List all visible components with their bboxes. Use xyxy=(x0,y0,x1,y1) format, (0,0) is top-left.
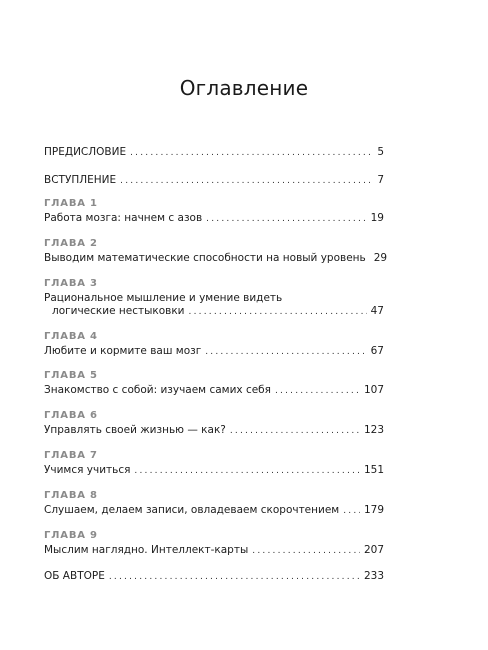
page-number: 67 xyxy=(370,345,384,357)
page-number: 207 xyxy=(363,544,384,556)
chapter-heading: ГЛАВА 1 xyxy=(44,198,98,209)
dot-leader xyxy=(205,344,366,360)
page-number: 29 xyxy=(373,252,388,264)
toc-entry-chapter-8[interactable] xyxy=(44,502,384,518)
chapter-heading: ГЛАВА 7 xyxy=(44,450,98,461)
toc-entry-chapter-9[interactable] xyxy=(44,542,384,558)
entry-label: Выводим математические способности на новый уровень xyxy=(44,252,366,264)
chapter-heading: ГЛАВА 8 xyxy=(44,490,98,501)
dot-leader xyxy=(230,423,360,439)
chapter-heading: ГЛАВА 5 xyxy=(44,370,98,381)
page-number: 123 xyxy=(363,424,384,436)
entry-label: логические нестыковки xyxy=(52,305,185,317)
page-number: 233 xyxy=(363,570,384,582)
dot-leader xyxy=(189,304,367,320)
toc-entry-chapter-6[interactable] xyxy=(44,422,384,438)
toc-entry-about[interactable] xyxy=(44,568,384,584)
toc-entry-chapter-3[interactable] xyxy=(52,303,384,319)
chapter-heading: ГЛАВА 9 xyxy=(44,530,98,541)
entry-label: Знакомство с собой: изучаем самих себя xyxy=(44,384,271,396)
dot-leader xyxy=(109,569,360,585)
entry-label: Управлять своей жизнью — как? xyxy=(44,424,226,436)
chapter-heading: ГЛАВА 3 xyxy=(44,278,98,289)
chapter-heading: ГЛАВА 2 xyxy=(44,238,98,249)
page-number: 5 xyxy=(377,146,384,158)
chapter-heading: ГЛАВА 4 xyxy=(44,331,98,342)
dot-leader xyxy=(130,145,373,161)
entry-label: Работа мозга: начнем с азов xyxy=(44,212,203,224)
entry-label: Слушаем, делаем записи, овладеваем скорочтением xyxy=(44,504,340,516)
entry-label: Мыслим наглядно. Интеллект-карты xyxy=(44,544,249,556)
toc-entry-chapter-4[interactable] xyxy=(44,343,384,359)
page-number: 19 xyxy=(370,212,384,224)
entry-label: ОБ АВТОРЕ xyxy=(44,570,105,582)
entry-label: ВСТУПЛЕНИЕ xyxy=(44,174,117,186)
page-number: 107 xyxy=(363,384,384,396)
dot-leader xyxy=(343,503,360,519)
dot-leader xyxy=(134,463,360,479)
page-number: 179 xyxy=(363,504,384,516)
dot-leader xyxy=(275,383,360,399)
dot-leader xyxy=(252,543,360,559)
page-number: 47 xyxy=(370,305,384,317)
entry-label: Учимся учиться xyxy=(44,464,131,476)
toc-entry-chapter-1[interactable] xyxy=(44,210,384,226)
toc-entry-chapter-5[interactable] xyxy=(44,382,384,398)
toc-entry-preface[interactable] xyxy=(44,144,384,160)
toc-entry-chapter-2[interactable] xyxy=(44,250,388,266)
page-title: Оглавление xyxy=(179,76,309,100)
page-number: 151 xyxy=(363,464,384,476)
entry-label: ПРЕДИСЛОВИЕ xyxy=(44,146,127,158)
chapter-heading: ГЛАВА 6 xyxy=(44,410,98,421)
page-number: 7 xyxy=(377,174,384,186)
dot-leader xyxy=(120,173,373,189)
toc-entry-intro[interactable] xyxy=(44,172,384,188)
toc-entry-chapter-7[interactable] xyxy=(44,462,384,478)
entry-label-line-1: Рациональное мышление и умение видеть xyxy=(44,292,283,304)
entry-label: Любите и кормите ваш мозг xyxy=(44,345,202,357)
dot-leader xyxy=(206,211,366,227)
